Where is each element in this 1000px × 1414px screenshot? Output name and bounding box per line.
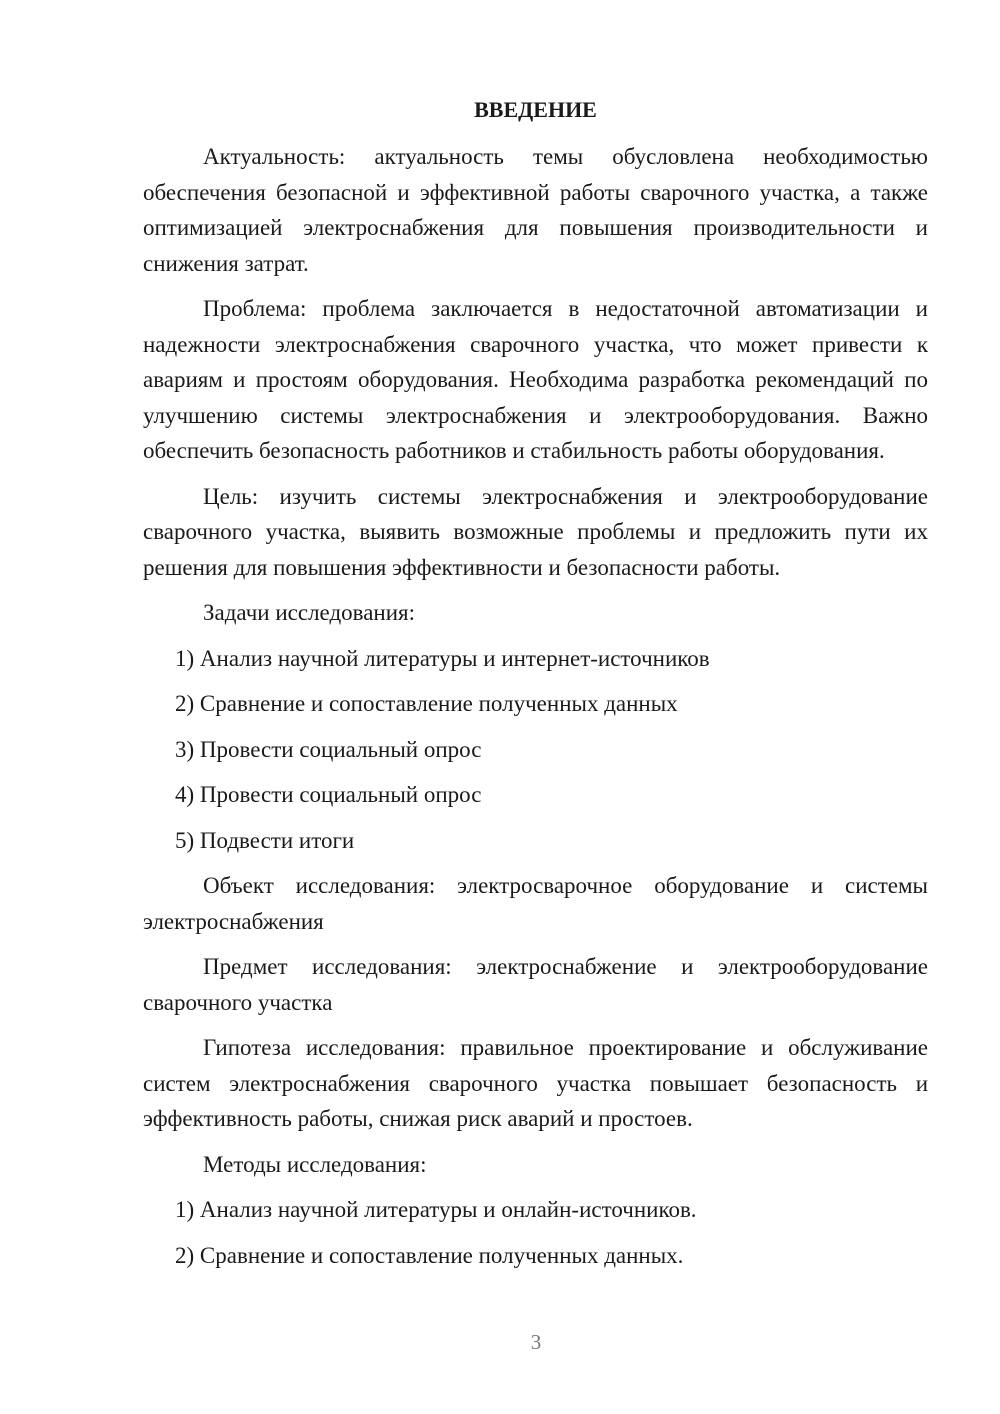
methods-heading: Методы исследования: (203, 1151, 427, 1177)
section-title: ВВЕДЕНИЕ (474, 97, 597, 122)
document-page (143, 92, 928, 1283)
list-item: 1) Анализ научной литературы и интернет-источников (175, 645, 710, 671)
subject-paragraph: Предмет исследования: электроснабжение и электрооборудование сварочного участка (143, 954, 928, 1015)
list-item: 4) Провести социальный опрос (175, 782, 482, 807)
list-item: 1) Анализ научной литературы и онлайн-источников. (175, 1197, 697, 1222)
list-item: 2) Сравнение и сопоставление полученных данных (175, 691, 678, 716)
relevance-paragraph: Актуальность: актуальность темы обусловлена необходимостью обеспечения безопасной и эффективной работы сварочного участка, а также оптимизацией электроснабжения для повышения производительности и снижения затрат. (143, 144, 928, 276)
object-paragraph: Объект исследования: электросварочное оборудование и системы электроснабжения (143, 873, 928, 934)
list-item: 5) Подвести итоги (175, 827, 355, 853)
list-item: 2) Сравнение и сопоставление полученных данных. (175, 1242, 684, 1268)
list-item: 3) Провести социальный опрос (175, 736, 482, 762)
hypothesis-paragraph: Гипотеза исследования: правильное проектирование и обслуживание систем электроснабжения сварочного участка повышает безопасность и эффективность работы, снижая риск аварий и простоев. (143, 1035, 928, 1131)
tasks-heading: Задачи исследования: (203, 600, 416, 625)
problem-paragraph: Проблема: проблема заключается в недостаточной автоматизации и надежности электроснабжения сварочного участка, что может привести к авариям и простоям оборудования. Необходима разработка рекомендаций по улучшению системы электроснабжения и электрооборудования. Важно обеспечить безопасность работников и стабильность работы оборудования. (143, 296, 928, 463)
tasks-list (143, 641, 928, 859)
methods-list (143, 1192, 928, 1274)
goal-paragraph: Цель: изучить системы электроснабжения и электрооборудование сварочного участка, выявить возможные проблемы и предложить пути их решения для повышения эффективности и безопасности работы. (143, 483, 928, 580)
page-number: 3 (530, 1330, 542, 1354)
